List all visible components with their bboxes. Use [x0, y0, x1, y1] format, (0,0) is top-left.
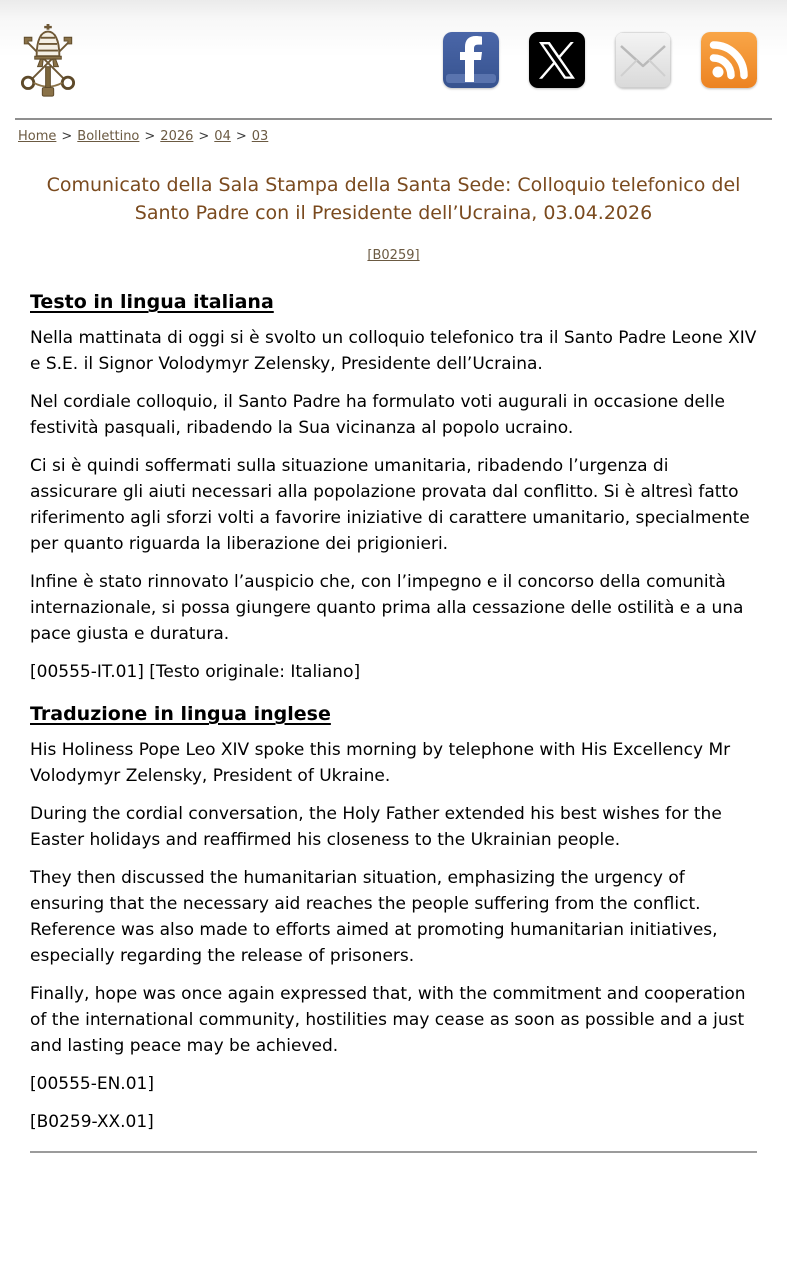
paragraph: Infine è stato rinnovato l’auspicio che, con l’impegno e il concorso della comunità internazionale, si possa giungere quanto prima alla cessazione delle ostilità e a una pace giusta e duratura.: [30, 572, 744, 645]
section-code-english: [00555-EN.01]: [30, 1074, 154, 1095]
vatican-coat-of-arms-logo[interactable]: [14, 24, 82, 98]
paragraph: His Holiness Pope Leo XIV spoke this morning by telephone with His Excellency Mr Volodymyr Zelensky, President of Ukraine.: [30, 740, 731, 787]
paragraph: During the cordial conversation, the Holy Father extended his best wishes for the Easter holidays and reaffirmed his closeness to the Ukrainian people.: [30, 804, 722, 851]
bottom-divider: [30, 1151, 757, 1153]
section-heading-italian: Testo in lingua italiana: [30, 291, 274, 314]
x-twitter-icon[interactable]: [529, 32, 585, 88]
section-heading-english: Traduzione in lingua inglese: [30, 703, 331, 726]
bulletin-link-row: [0, 244, 787, 263]
breadcrumb-day[interactable]: 03: [251, 129, 269, 144]
breadcrumb-separator: >: [144, 129, 156, 144]
breadcrumb-month[interactable]: 04: [214, 129, 231, 144]
rss-icon[interactable]: [701, 32, 757, 88]
social-links: [443, 32, 757, 88]
breadcrumb: [0, 120, 787, 144]
bulletin-number-link[interactable]: [B0259]: [367, 248, 420, 264]
paragraph: Finally, hope was once again expressed that, with the commitment and cooperation of the international community, hostilities may cease as soon as possible and a just and lasting peace may be achieved.: [30, 984, 746, 1057]
section-code-italian: [00555-IT.01] [Testo originale: Italiano]: [30, 662, 361, 683]
facebook-icon[interactable]: [443, 32, 499, 88]
breadcrumb-separator: >: [235, 129, 247, 144]
site-header: [0, 0, 787, 104]
breadcrumb-separator: >: [61, 129, 73, 144]
vatican-coat-of-arms-icon: [14, 24, 82, 98]
breadcrumb-year[interactable]: 2026: [160, 129, 194, 144]
paragraph: Nel cordiale colloquio, il Santo Padre ha formulato voti augurali in occasione delle festività pasquali, ribadendo la Sua vicinanza al popolo ucraino.: [30, 392, 725, 439]
bulletin-code: [B0259-XX.01]: [30, 1112, 154, 1133]
paragraph: Ci si è quindi soffermati sulla situazione umanitaria, ribadendo l’urgenza di assicurare gli aiuti necessari alla popolazione provata dal conflitto. Si è altresì fatto riferimento agli sforzi volti a favorire iniziative di carattere umanitario, specialmente per quanto riguarda la liberazione dei prigionieri.: [30, 456, 750, 555]
breadcrumb-home[interactable]: Home: [18, 129, 57, 144]
breadcrumb-separator: >: [198, 129, 210, 144]
email-icon[interactable]: [615, 32, 671, 88]
article-body: [0, 263, 787, 1135]
paragraph: Nella mattinata di oggi si è svolto un colloquio telefonico tra il Santo Padre Leone XIV e S.E. il Signor Volodymyr Zelensky, Presidente dell’Ucraina.: [30, 328, 757, 375]
breadcrumb-bollettino[interactable]: Bollettino: [77, 129, 140, 144]
paragraph: They then discussed the humanitarian situation, emphasizing the urgency of ensuring that the necessary aid reaches the people suffering from the conflict. Reference was also made to efforts aimed at promoting humanitarian initiatives, especially regarding the release of prisoners.: [30, 868, 718, 967]
page-title: Comunicato della Sala Stampa della Santa Sede: Colloquio telefonico del Santo Padre con il Presidente dell’Ucraina, 03.04.2026: [46, 174, 741, 224]
